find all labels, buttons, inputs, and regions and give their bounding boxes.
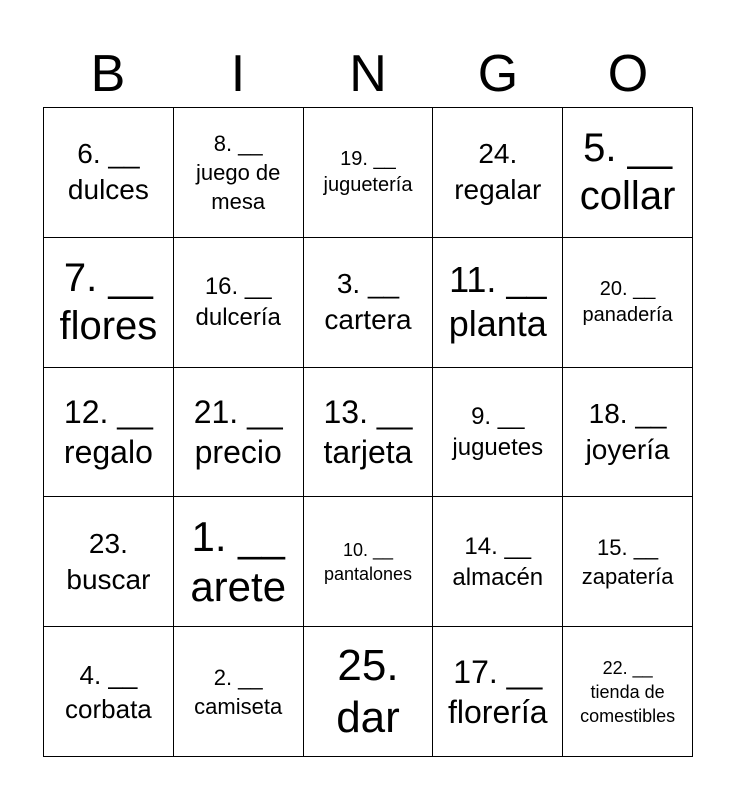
bingo-cell[interactable]	[563, 497, 693, 627]
cell-line: 21. __	[193, 393, 283, 430]
cell-line: collar	[579, 174, 676, 219]
cell-line: panadería	[582, 304, 673, 327]
bingo-cell[interactable]	[304, 368, 434, 498]
cell-line: 14. __	[464, 532, 532, 560]
cell-line: 7. __	[63, 256, 153, 301]
cell-line: flores	[59, 304, 158, 349]
header-letter-b: B	[90, 45, 126, 103]
cell-line: joyería	[585, 433, 670, 465]
bingo-cell[interactable]	[304, 108, 434, 238]
bingo-cell[interactable]	[44, 497, 174, 627]
cell-line: 10. __	[342, 539, 394, 560]
cell-line: comestibles	[580, 705, 676, 726]
bingo-cell[interactable]	[433, 108, 563, 238]
cell-line: pantalones	[323, 563, 413, 584]
bingo-cell[interactable]	[174, 497, 304, 627]
cell-line: 4. __	[79, 659, 138, 690]
cell-line: regalar	[454, 174, 542, 206]
bingo-cell[interactable]	[433, 497, 563, 627]
cell-line: 8. __	[213, 130, 263, 156]
bingo-header	[43, 40, 693, 108]
cell-line: 5. __	[583, 126, 673, 171]
cell-line: corbata	[65, 693, 152, 724]
bingo-cell[interactable]	[304, 497, 434, 627]
bingo-cell[interactable]	[563, 627, 693, 757]
bingo-cell[interactable]	[304, 627, 434, 757]
bingo-cell[interactable]	[44, 238, 174, 368]
cell-line: juguetes	[452, 433, 544, 461]
bingo-cell[interactable]	[563, 108, 693, 238]
cell-line: tarjeta	[323, 433, 413, 470]
bingo-cell[interactable]	[44, 108, 174, 238]
cell-line: 24.	[478, 138, 518, 170]
bingo-cell[interactable]	[433, 368, 563, 498]
cell-line: 13. __	[323, 393, 413, 430]
header-letter-n: N	[349, 45, 387, 103]
cell-line: dulces	[67, 174, 149, 206]
cell-line: 18. __	[588, 397, 667, 429]
cell-line: 20. __	[599, 278, 656, 301]
bingo-cell[interactable]	[563, 368, 693, 498]
bingo-cell[interactable]	[433, 238, 563, 368]
header-letter-o: O	[607, 45, 649, 103]
cell-line: 16. __	[204, 273, 272, 301]
bingo-cell[interactable]	[174, 108, 304, 238]
cell-line: dar	[336, 692, 400, 742]
cell-line: juguetería	[323, 174, 413, 197]
cell-line: mesa	[211, 188, 266, 214]
bingo-cell[interactable]	[174, 627, 304, 757]
cell-line: camiseta	[194, 693, 283, 719]
bingo-cell[interactable]	[44, 368, 174, 498]
header-letter-i: I	[230, 45, 246, 103]
cell-line: 15. __	[597, 534, 659, 560]
cell-line: 19. __	[340, 148, 396, 171]
cell-line: juego de	[195, 159, 281, 185]
cell-line: florería	[447, 693, 548, 730]
bingo-cell[interactable]	[174, 238, 304, 368]
cell-line: planta	[448, 303, 547, 345]
cell-line: 17. __	[453, 653, 543, 690]
cell-line: almacén	[452, 563, 544, 591]
header-letter-g: G	[477, 45, 519, 103]
bingo-board	[43, 107, 693, 757]
cell-line: tienda de	[590, 681, 665, 702]
cell-line: 23.	[88, 527, 128, 559]
bingo-cell[interactable]	[174, 368, 304, 498]
bingo-cell[interactable]	[433, 627, 563, 757]
cell-line: 9. __	[471, 402, 525, 430]
bingo-cell[interactable]	[304, 238, 434, 368]
cell-line: 1. __	[191, 512, 285, 560]
cell-line: dulcería	[195, 304, 281, 332]
cell-line: arete	[190, 562, 287, 610]
cell-line: cartera	[324, 304, 412, 336]
cell-line: 3. __	[336, 268, 400, 300]
cell-line: 22. __	[602, 657, 653, 678]
cell-line: precio	[194, 433, 282, 470]
cell-line: 6. __	[77, 138, 140, 170]
cell-line: zapatería	[581, 563, 674, 589]
cell-line: 25.	[337, 640, 399, 690]
cell-line: buscar	[66, 563, 151, 595]
cell-line: 11. __	[449, 259, 547, 301]
bingo-cell[interactable]	[44, 627, 174, 757]
cell-line: regalo	[63, 433, 153, 470]
cell-line: 2. __	[213, 664, 263, 690]
bingo-cell[interactable]	[563, 238, 693, 368]
cell-line: 12. __	[63, 393, 153, 430]
